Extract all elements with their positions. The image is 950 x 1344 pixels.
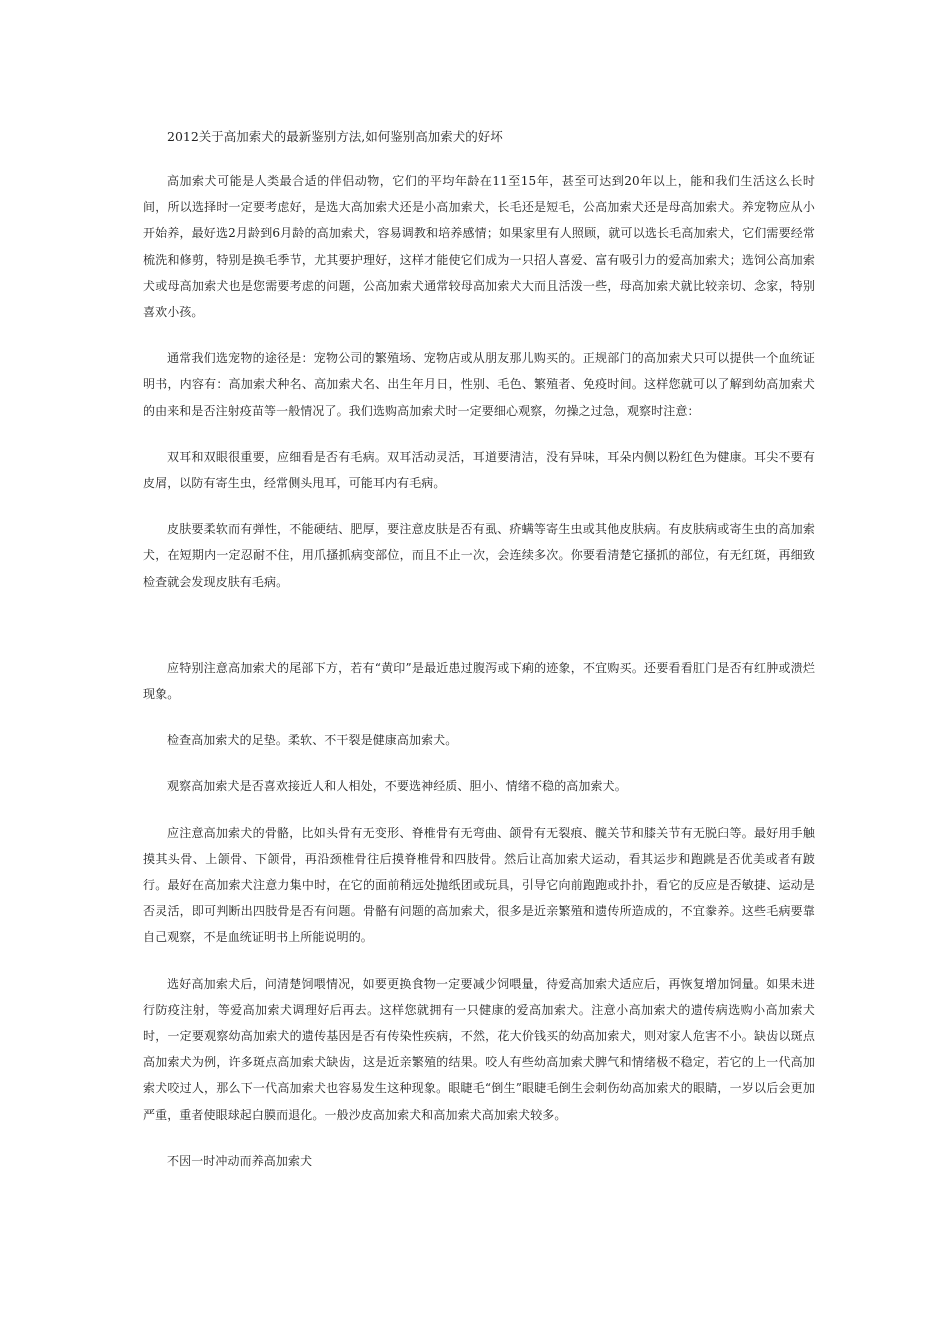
- paragraph-after-selection: 选好高加索犬后，问清楚饲喂情况，如要更换食物一定要减少饲喂量，待爱高加索犬适应后，再恢复增加饲量。如果未进行防疫注射，等爱高加索犬调理好后再去。这样您就拥有一只健康的爱高加索犬。注意小高加索犬的遗传病选购小高加索犬时，一定要观察幼高加索犬的遗传基因是否有传染性疾病，不然，花大价钱买的幼高加索犬，则对家人危害不小。缺齿以斑点高加索犬为例，许多斑点高加索犬缺齿，这是近亲繁殖的结果。咬人有些幼高加索犬脾气和情绪极不稳定，若它的上一代高加索犬咬过人，那么下一代高加索犬也容易发生这种现象。眼睫毛“倒生”眼睫毛倒生会刺伤幼高加索犬的眼睛，一岁以后会更加严重，重者使眼球起白膜而退化。一般沙皮高加索犬和高加索犬高加索犬较多。: [143, 976, 815, 1122]
- paragraph-tail: 应特别注意高加索犬的尾部下方，若有“黄印”是最近患过腹泻或下痢的迹象，不宜购买。还要看看肛门是否有红肿或溃烂现象。: [143, 660, 815, 702]
- paragraph-temperament: 观察高加索犬是否喜欢接近人和人相处，不要选神经质、胆小、情绪不稳的高加索犬。: [167, 779, 627, 794]
- document-title: 2012关于高加索犬的最新鉴别方法,如何鉴别高加索犬的好坏: [167, 129, 503, 144]
- paragraph-closing: 不因一时冲动而养高加索犬: [167, 1153, 313, 1168]
- document-page: [143, 124, 815, 1194]
- section-gap: [143, 615, 815, 655]
- paragraph-skin: 皮肤要柔软而有弹性，不能硬结、肥厚，要注意皮肤是否有虱、疥螨等寄生虫或其他皮肤病。有皮肤病或寄生虫的高加索犬，在短期内一定忍耐不住，用爪搔抓病变部位，而且不止一次，会连续多次。你要看清楚它搔抓的部位，有无红斑，再细致检查就会发现皮肤有毛病。: [143, 522, 815, 589]
- paragraph-lifespan: 高加索犬可能是人类最合适的伴侣动物，它们的平均年龄在11至15年，甚至可达到20年以上，能和我们生活这么长时间，所以选择时一定要考虑好，是选大高加索犬还是小高加索犬，长毛还是短毛，公高加索犬还是母高加索犬。养宠物应从小开始养，最好选2月龄到6月龄的高加索犬，容易调教和培养感情；如果家里有人照顾，就可以选长毛高加索犬，它们需要经常梳洗和修剪，特别是换毛季节，尤其要护理好，这样才能使它们成为一只招人喜爱、富有吸引力的爱高加索犬；选饲公高加索犬或母高加索犬也是您需要考虑的问题，公高加索犬通常较母高加索犬大而且活泼一些，母高加索犬就比较亲切、念家，特别喜欢小孩。: [143, 174, 815, 320]
- paragraph-foot-pads: 检查高加索犬的足垫。柔软、不干裂是健康高加索犬。: [167, 733, 458, 748]
- paragraph-purchase-channels: 通常我们选宠物的途径是：宠物公司的繁殖场、宠物店或从朋友那儿购买的。正规部门的高加索犬只可以提供一个血统证明书，内容有：高加索犬种名、高加索犬名、出生年月日，性别、毛色、繁殖者、免疫时间。这样您就可以了解到幼高加索犬的由来和是否注射疫苗等一般情况了。我们选购高加索犬时一定要细心观察，勿操之过急，观察时注意：: [143, 351, 815, 418]
- paragraph-ears-eyes: 双耳和双眼很重要，应细看是否有毛病。双耳活动灵活，耳道要清洁，没有异味，耳朵内侧以粉红色为健康。耳尖不要有皮屑，以防有寄生虫，经常侧头甩耳，可能耳内有毛病。: [143, 449, 815, 491]
- paragraph-skeleton: 应注意高加索犬的骨骼，比如头骨有无变形、脊椎骨有无弯曲、颌骨有无裂痕、髋关节和膝关节有无脱臼等。最好用手触摸其头骨、上颌骨、下颌骨，再沿颈椎骨往后摸脊椎骨和四肢骨。然后让高加索犬运动，看其运步和跑跳是否优美或者有跛行。最好在高加索犬注意力集中时，在它的面前稍远处抛纸团或玩具，引导它向前跑跑或扑扑，看它的反应是否敏捷、运动是否灵活，即可判断出四肢骨是否有问题。骨骼有问题的高加索犬，很多是近亲繁殖和遗传所造成的，不宜豢养。这些毛病要靠自己观察，不是血统证明书上所能说明的。: [143, 825, 815, 945]
